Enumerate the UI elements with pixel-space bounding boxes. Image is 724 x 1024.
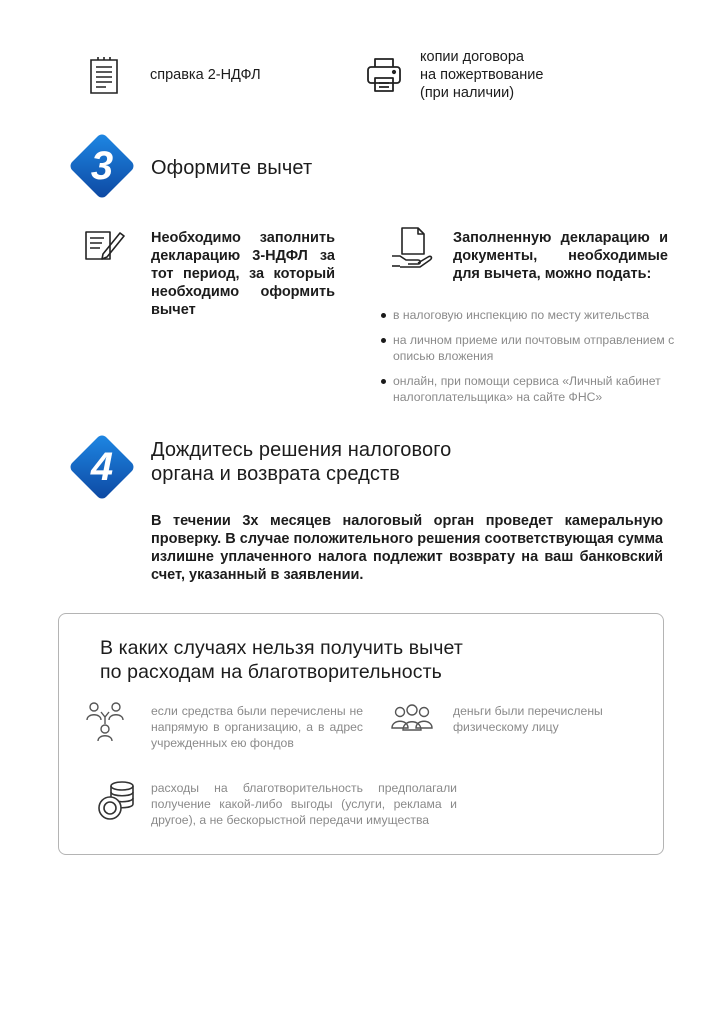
form-pen-icon	[84, 228, 126, 262]
ndfl-certificate-label: справка 2-НДФЛ	[150, 67, 261, 83]
step-3-left-text: Необходимо заполнить декларацию 3-НДФЛ за тот период, за который необходимо оформить вычет	[151, 230, 335, 318]
step-3-badge	[64, 128, 140, 204]
organization-network-icon	[86, 700, 124, 742]
people-group-icon	[391, 704, 433, 732]
step-4-text: В течении 3х месяцев налоговый орган проведет камеральную проверку. В случае положительного решения соответствующая сумма излишне уплаченного налога подлежит возврату на ваш банковский счет, указанный в заявлении.	[151, 513, 663, 583]
step-4-title-line-1: Дождитесь решения налогового	[151, 439, 452, 461]
restrictions-title	[100, 636, 463, 684]
restriction-item-3: расходы на благотворительность предполагали получение какой-либо выгоды (услуги, реклама и другое), а не бескорыстной передачи имущества	[151, 781, 457, 827]
hand-document-icon	[390, 226, 434, 268]
contract-line-1: копии договора	[420, 49, 524, 65]
restrictions-title-line-1: В каких случаях нельзя получить вычет	[100, 637, 463, 659]
step-3-title: Оформите вычет	[151, 157, 313, 179]
step-4-title-line-2: органа и возврата средств	[151, 463, 400, 485]
restriction-item-1: если средства были перечислены не напрямую в организацию, а в адрес учрежденных ею фондов	[151, 704, 363, 750]
restrictions-title-line-2: по расходам на благотворительность	[100, 661, 442, 683]
step-4-title	[151, 438, 451, 486]
contract-copies-label	[420, 48, 543, 102]
list-item: в налоговую инспекцию по месту жительства	[381, 307, 681, 323]
contract-line-2: на пожертвование	[420, 67, 544, 83]
printer-icon	[366, 56, 402, 94]
coins-stack-icon	[96, 780, 136, 822]
list-item: онлайн, при помощи сервиса «Личный кабинет налогоплательщика» на сайте ФНС»	[381, 373, 681, 405]
step-4-number: 4	[90, 445, 114, 489]
list-item: на личном приеме или почтовым отправлением с описью вложения	[381, 332, 681, 364]
restriction-item-2: деньги были перечислены физическому лицу	[453, 704, 603, 734]
submission-methods-list	[381, 307, 681, 414]
contract-line-3: (при наличии)	[420, 85, 515, 101]
document-list-icon	[88, 55, 120, 95]
step-3-number: 3	[90, 144, 114, 188]
step-4-badge	[64, 429, 140, 505]
step-3-right-text: Заполненную декларацию и документы, необходимые для вычета, можно подать:	[453, 230, 668, 282]
